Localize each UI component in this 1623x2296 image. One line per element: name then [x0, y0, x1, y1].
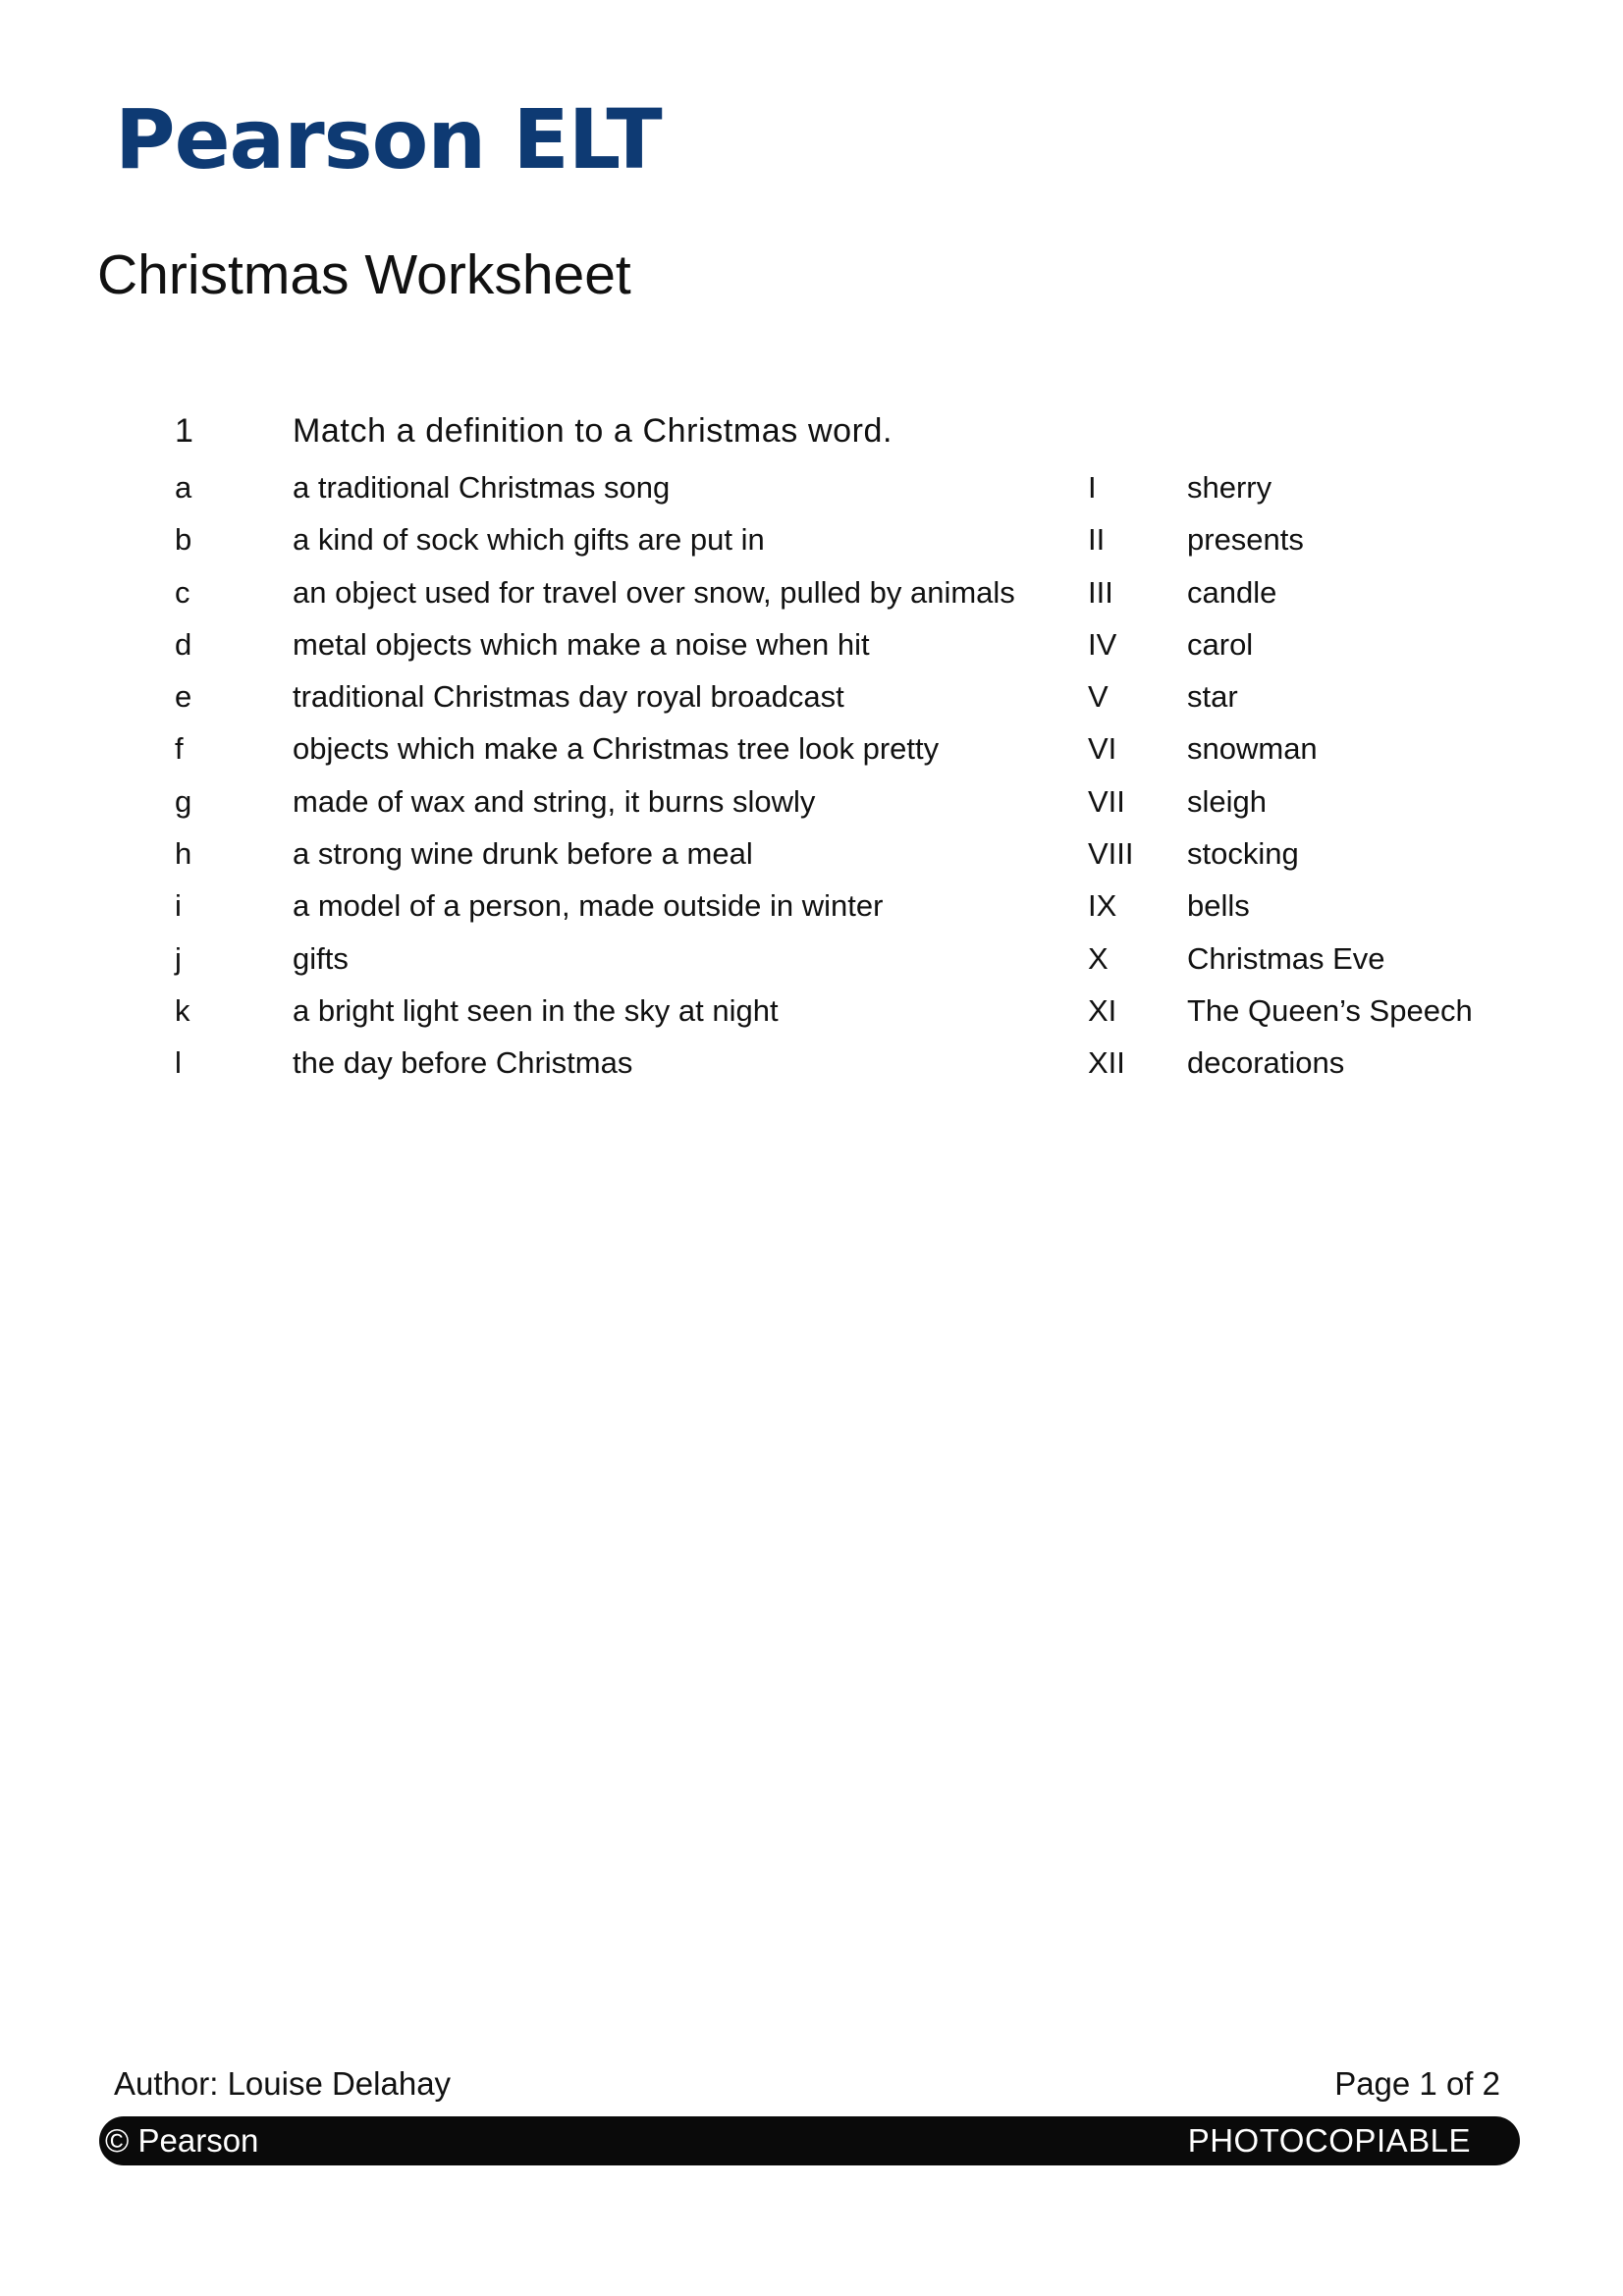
definition-letter: d [175, 626, 192, 662]
footer-bar [99, 2116, 1520, 2165]
word-numeral: XI [1088, 992, 1117, 1028]
word-numeral: VIII [1088, 836, 1134, 872]
christmas-word: The Queen’s Speech [1187, 992, 1473, 1028]
exercise-number: 1 [175, 412, 194, 450]
christmas-word: candle [1187, 574, 1277, 610]
definition-text: a kind of sock which gifts are put in [293, 522, 765, 558]
match-row [0, 937, 1623, 989]
footer-page-number: Page 1 of 2 [1334, 2065, 1500, 2102]
footer-photocopiable: PHOTOCOPIABLE [1187, 2122, 1471, 2159]
word-numeral: II [1088, 522, 1106, 558]
match-row [0, 832, 1623, 884]
definition-letter: b [175, 522, 192, 558]
definition-text: a bright light seen in the sky at night [293, 992, 779, 1028]
word-numeral: IX [1088, 888, 1117, 924]
christmas-word: star [1187, 679, 1238, 715]
match-row [0, 1041, 1623, 1094]
exercise-instruction: Match a definition to a Christmas word. [293, 412, 893, 450]
definition-letter: j [175, 940, 182, 976]
footer-copyright: © Pearson [105, 2122, 259, 2159]
christmas-word: decorations [1187, 1045, 1345, 1081]
definition-text: a model of a person, made outside in winter [293, 888, 884, 924]
definition-text: the day before Christmas [293, 1045, 633, 1081]
christmas-word: carol [1187, 626, 1254, 662]
match-row [0, 884, 1623, 936]
word-numeral: VI [1088, 731, 1117, 767]
definition-letter: f [175, 731, 184, 767]
match-row [0, 623, 1623, 675]
christmas-word: sleigh [1187, 783, 1267, 819]
definition-letter: g [175, 783, 192, 819]
match-row [0, 466, 1623, 518]
christmas-word: snowman [1187, 731, 1318, 767]
christmas-word: bells [1187, 888, 1250, 924]
definition-letter: e [175, 679, 192, 715]
definition-text: metal objects which make a noise when hit [293, 626, 870, 662]
match-row [0, 989, 1623, 1041]
definition-letter: c [175, 574, 190, 610]
definition-letter: k [175, 992, 190, 1028]
match-row [0, 518, 1623, 570]
match-row [0, 780, 1623, 832]
definition-letter: a [175, 470, 192, 505]
christmas-word: stocking [1187, 836, 1299, 872]
definition-text: objects which make a Christmas tree look pretty [293, 731, 940, 767]
word-numeral: XII [1088, 1045, 1125, 1081]
definition-text: made of wax and string, it burns slowly [293, 783, 816, 819]
definition-letter: l [175, 1045, 182, 1081]
word-numeral: I [1088, 470, 1097, 505]
christmas-word: Christmas Eve [1187, 940, 1385, 976]
pearson-elt-logo: Pearson ELT [115, 91, 662, 187]
definition-letter: i [175, 888, 182, 924]
definition-text: gifts [293, 940, 349, 976]
exercise-1 [0, 406, 1623, 1081]
match-list [0, 466, 1623, 1095]
definition-letter: h [175, 836, 192, 872]
definition-text: traditional Christmas day royal broadcast [293, 679, 844, 715]
word-numeral: III [1088, 574, 1113, 610]
christmas-word: sherry [1187, 470, 1272, 505]
definition-text: an object used for travel over snow, pulled by animals [293, 574, 1015, 610]
word-numeral: X [1088, 940, 1109, 976]
word-numeral: IV [1088, 626, 1117, 662]
word-numeral: V [1088, 679, 1109, 715]
christmas-word: presents [1187, 522, 1304, 558]
definition-text: a strong wine drunk before a meal [293, 836, 753, 872]
match-row [0, 727, 1623, 779]
page-title: Christmas Worksheet [97, 243, 631, 306]
word-numeral: VII [1088, 783, 1125, 819]
definition-text: a traditional Christmas song [293, 470, 671, 505]
footer-author: Author: Louise Delahay [114, 2065, 452, 2102]
match-row [0, 571, 1623, 623]
match-row [0, 675, 1623, 727]
exercise-instruction-row [0, 406, 1623, 455]
